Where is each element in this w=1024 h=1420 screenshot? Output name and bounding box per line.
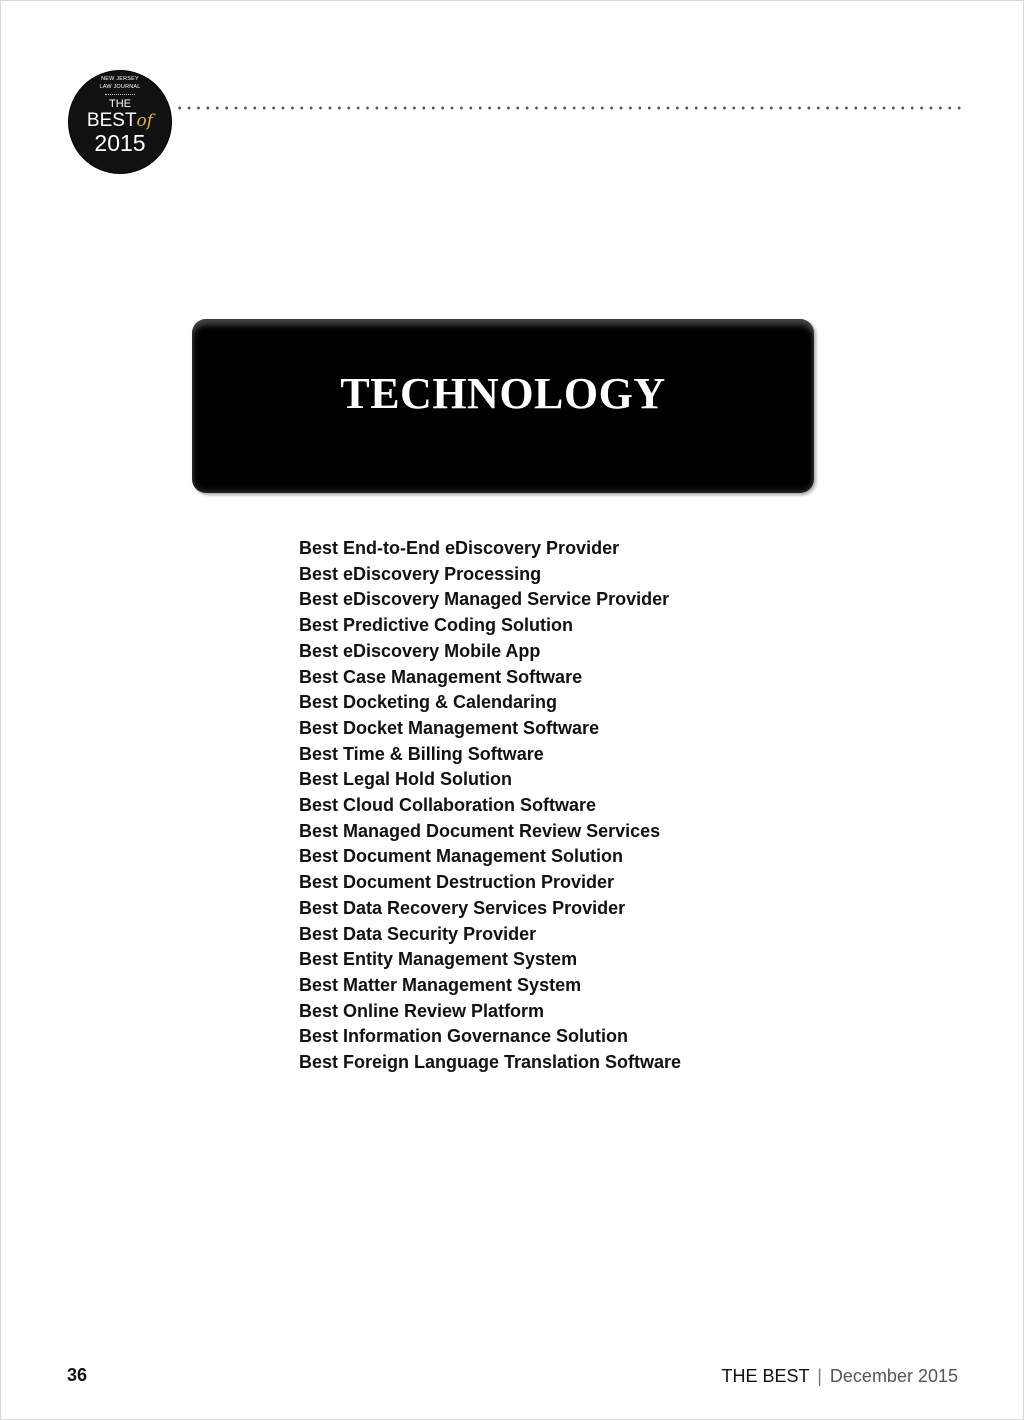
list-item: Best Docketing & Calendaring [299, 692, 558, 713]
logo-divider [105, 94, 135, 95]
list-item: Best Cloud Collaboration Software [299, 795, 597, 816]
list-item: Best Document Destruction Provider [299, 872, 615, 893]
list-item: Best Information Governance Solution [299, 1026, 629, 1047]
logo-of: of [136, 111, 154, 131]
footer-publication: THE BEST [721, 1366, 810, 1386]
list-item: Best Matter Management System [299, 974, 582, 995]
page-number: 36 [67, 1365, 88, 1385]
list-item: Best Case Management Software [299, 666, 583, 687]
list-item: Best Legal Hold Solution [299, 769, 513, 790]
list-item: Best eDiscovery Mobile App [299, 640, 541, 661]
header-dotted-rule [175, 106, 961, 110]
logo-line-law-journal: LAW JOURNAL [99, 84, 141, 90]
best-of-2015-logo [69, 71, 171, 173]
section-title: TECHNOLOGY [340, 369, 666, 418]
logo-the: THE [109, 98, 131, 110]
category-list [299, 536, 681, 1076]
list-item: Best Managed Document Review Services [299, 820, 661, 841]
list-item: Best Document Management Solution [299, 846, 624, 867]
list-item: Best Predictive Coding Solution [299, 615, 574, 636]
section-banner [192, 319, 814, 493]
footer-date: December 2015 [829, 1366, 958, 1386]
logo-best-of [69, 111, 171, 131]
logo-line-new-jersey: NEW JERSEY [101, 76, 139, 82]
logo-year: 2015 [94, 130, 146, 156]
list-item: Best Foreign Language Translation Software [299, 1052, 682, 1073]
list-item: Best Time & Billing Software [299, 743, 544, 764]
list-item: Best Data Recovery Services Provider [299, 897, 626, 918]
footer-publication-info [722, 1365, 959, 1387]
list-item: Best Online Review Platform [299, 1000, 545, 1021]
list-item: Best Entity Management System [299, 949, 578, 970]
list-item: Best End-to-End eDiscovery Provider [299, 538, 620, 558]
logo-best: BEST [86, 110, 137, 131]
list-item: Best Docket Management Software [299, 717, 600, 738]
footer-separator: | [817, 1366, 822, 1386]
list-item: Best Data Security Provider [299, 923, 537, 944]
list-item: Best eDiscovery Processing [299, 563, 542, 584]
list-item: Best eDiscovery Managed Service Provider [299, 589, 670, 610]
